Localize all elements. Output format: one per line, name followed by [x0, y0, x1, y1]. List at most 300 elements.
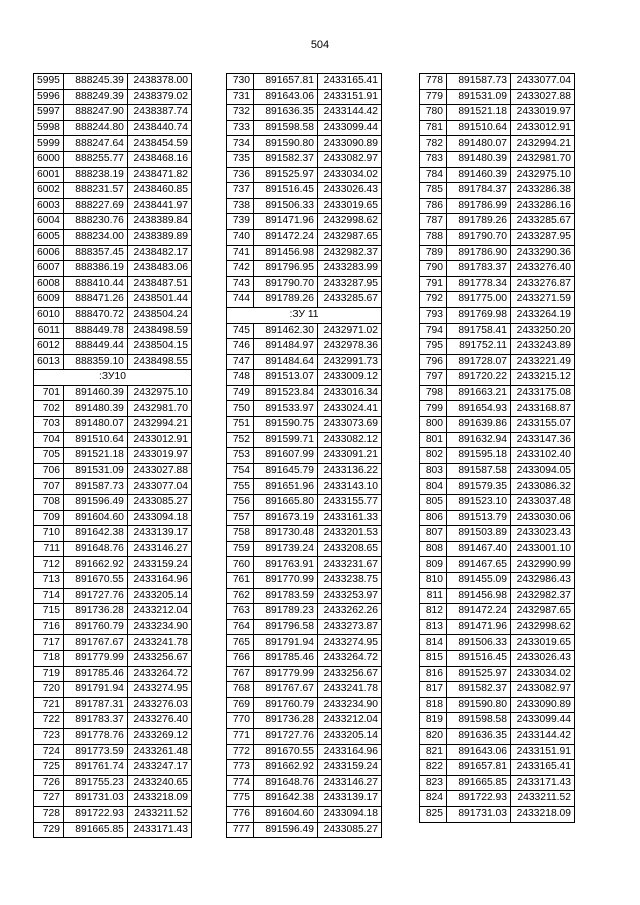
x-coordinate-cell: 891791.94	[254, 635, 318, 651]
point-number-cell: 713	[34, 573, 64, 589]
x-coordinate-cell: 891657.81	[447, 760, 511, 776]
x-coordinate-cell: 891471.96	[254, 214, 318, 230]
y-coordinate-cell: 2433094.18	[318, 806, 382, 822]
y-coordinate-cell: 2433009.12	[318, 370, 382, 386]
point-number-cell: 729	[34, 822, 64, 838]
y-coordinate-cell: 2432971.02	[318, 323, 382, 339]
y-coordinate-cell: 2433212.04	[127, 604, 191, 620]
table-row	[420, 183, 575, 199]
point-number-cell: 775	[227, 791, 254, 807]
y-coordinate-cell: 2433136.22	[318, 463, 382, 479]
y-coordinate-cell: 2438498.59	[127, 323, 191, 339]
table-row	[34, 463, 192, 479]
table-row	[34, 604, 192, 620]
point-number-cell: 769	[227, 697, 254, 713]
table-row	[227, 354, 382, 370]
table-row	[227, 245, 382, 261]
y-coordinate-cell: 2432986.43	[511, 573, 575, 589]
y-coordinate-cell: 2433146.27	[318, 775, 382, 791]
point-number-cell: 6001	[34, 167, 64, 183]
point-number-cell: 763	[227, 604, 254, 620]
table-row	[420, 604, 575, 620]
point-number-cell: 703	[34, 417, 64, 433]
point-number-cell: 726	[34, 775, 64, 791]
y-coordinate-cell: 2433211.52	[127, 806, 191, 822]
table-row	[420, 573, 575, 589]
point-number-cell: 771	[227, 728, 254, 744]
y-coordinate-cell: 2433073.69	[318, 417, 382, 433]
y-coordinate-cell: 2433276.40	[127, 713, 191, 729]
table-row	[227, 432, 382, 448]
point-number-cell: 812	[420, 604, 447, 620]
x-coordinate-cell: 891648.76	[63, 541, 127, 557]
point-number-cell: 707	[34, 479, 64, 495]
point-number-cell: 731	[227, 89, 254, 105]
x-coordinate-cell: 888255.77	[63, 151, 127, 167]
x-coordinate-cell: 891636.35	[447, 728, 511, 744]
x-coordinate-cell: 891506.33	[447, 635, 511, 651]
table-row	[227, 791, 382, 807]
table-row	[227, 323, 382, 339]
x-coordinate-cell: 891510.64	[63, 432, 127, 448]
point-number-cell: 6005	[34, 229, 64, 245]
x-coordinate-cell: 891722.93	[447, 791, 511, 807]
y-coordinate-cell: 2433205.14	[127, 588, 191, 604]
point-number-cell: 6006	[34, 245, 64, 261]
point-number-cell: 798	[420, 385, 447, 401]
table-row	[34, 744, 192, 760]
table-row	[420, 432, 575, 448]
point-number-cell: 730	[227, 74, 254, 90]
y-coordinate-cell: 2433171.43	[127, 822, 191, 838]
point-number-cell: 805	[420, 495, 447, 511]
table-row	[420, 354, 575, 370]
point-number-cell: 792	[420, 292, 447, 308]
table-row	[420, 619, 575, 635]
x-coordinate-cell: 891760.79	[254, 697, 318, 713]
x-coordinate-cell: 891786.90	[447, 245, 511, 261]
point-number-cell: 770	[227, 713, 254, 729]
x-coordinate-cell: 891531.09	[63, 463, 127, 479]
y-coordinate-cell: 2433286.16	[511, 198, 575, 214]
x-coordinate-cell: 891789.26	[254, 292, 318, 308]
y-coordinate-cell: 2433019.97	[127, 448, 191, 464]
point-number-cell: 732	[227, 105, 254, 121]
table-row	[34, 510, 192, 526]
x-coordinate-cell: 891785.46	[254, 650, 318, 666]
y-coordinate-cell: 2433215.12	[511, 370, 575, 386]
y-coordinate-cell: 2438504.15	[127, 339, 191, 355]
x-coordinate-cell: 891648.76	[254, 775, 318, 791]
point-number-cell: 752	[227, 432, 254, 448]
y-coordinate-cell: 2438387.74	[127, 105, 191, 121]
y-coordinate-cell: 2438389.84	[127, 214, 191, 230]
x-coordinate-cell: 891761.74	[63, 760, 127, 776]
x-coordinate-cell: 891645.79	[254, 463, 318, 479]
point-number-cell: 753	[227, 448, 254, 464]
table-row	[420, 214, 575, 230]
y-coordinate-cell: 2432998.62	[318, 214, 382, 230]
point-number-cell: 794	[420, 323, 447, 339]
x-coordinate-cell: 891521.18	[63, 448, 127, 464]
point-number-cell: 772	[227, 744, 254, 760]
x-coordinate-cell: 891665.85	[447, 775, 511, 791]
y-coordinate-cell: 2433250.20	[511, 323, 575, 339]
y-coordinate-cell: 2433234.90	[127, 619, 191, 635]
x-coordinate-cell: 891789.26	[447, 214, 511, 230]
x-coordinate-cell: 891579.35	[447, 479, 511, 495]
point-number-cell: 733	[227, 120, 254, 136]
table-row	[227, 479, 382, 495]
point-number-cell: 773	[227, 760, 254, 776]
table-row	[227, 89, 382, 105]
table-row	[227, 557, 382, 573]
table-row	[227, 339, 382, 355]
point-number-cell: 766	[227, 650, 254, 666]
table-row	[227, 806, 382, 822]
point-number-cell: 740	[227, 229, 254, 245]
point-number-cell: 790	[420, 261, 447, 277]
y-coordinate-cell: 2433144.42	[511, 728, 575, 744]
x-coordinate-cell: 891736.28	[63, 604, 127, 620]
x-coordinate-cell: 891480.39	[63, 401, 127, 417]
point-number-cell: 813	[420, 619, 447, 635]
x-coordinate-cell: 891673.19	[254, 510, 318, 526]
point-number-cell: 799	[420, 401, 447, 417]
y-coordinate-cell: 2433231.67	[318, 557, 382, 573]
coordinates-table-2	[226, 73, 382, 838]
x-coordinate-cell: 891590.75	[254, 417, 318, 433]
table-row	[227, 635, 382, 651]
point-number-cell: 760	[227, 557, 254, 573]
y-coordinate-cell: 2433094.05	[511, 463, 575, 479]
x-coordinate-cell: 891769.98	[447, 307, 511, 323]
table-row	[34, 120, 192, 136]
y-coordinate-cell: 2438389.89	[127, 229, 191, 245]
y-coordinate-cell: 2433264.72	[127, 666, 191, 682]
y-coordinate-cell: 2438440.74	[127, 120, 191, 136]
y-coordinate-cell: 2438498.55	[127, 354, 191, 370]
x-coordinate-cell: 891472.24	[447, 604, 511, 620]
x-coordinate-cell: 891525.97	[447, 666, 511, 682]
table-row	[420, 120, 575, 136]
y-coordinate-cell: 2433287.95	[318, 276, 382, 292]
table-row	[227, 822, 382, 838]
table-row	[227, 136, 382, 152]
table-row	[34, 760, 192, 776]
table-row	[34, 728, 192, 744]
point-number-cell: 708	[34, 495, 64, 511]
y-coordinate-cell: 2433165.41	[511, 760, 575, 776]
table-row	[420, 292, 575, 308]
point-number-cell: 821	[420, 744, 447, 760]
x-coordinate-cell: 891654.93	[447, 401, 511, 417]
y-coordinate-cell: 2438501.44	[127, 292, 191, 308]
point-number-cell: 783	[420, 151, 447, 167]
point-number-cell: 721	[34, 697, 64, 713]
point-number-cell: 744	[227, 292, 254, 308]
table-row	[227, 229, 382, 245]
x-coordinate-cell: 891783.37	[63, 713, 127, 729]
point-number-cell: 746	[227, 339, 254, 355]
x-coordinate-cell: 891739.24	[254, 541, 318, 557]
x-coordinate-cell: 888227.69	[63, 198, 127, 214]
y-coordinate-cell: 2438471.82	[127, 167, 191, 183]
y-coordinate-cell: 2438487.51	[127, 276, 191, 292]
y-coordinate-cell: 2433027.88	[511, 89, 575, 105]
point-number-cell: 739	[227, 214, 254, 230]
y-coordinate-cell: 2438468.16	[127, 151, 191, 167]
y-coordinate-cell: 2433102.40	[511, 448, 575, 464]
x-coordinate-cell: 888245.39	[63, 74, 127, 90]
point-number-cell: 789	[420, 245, 447, 261]
table-row	[420, 323, 575, 339]
y-coordinate-cell: 2433271.59	[511, 292, 575, 308]
y-coordinate-cell: 2438482.17	[127, 245, 191, 261]
x-coordinate-cell: 891531.09	[447, 89, 511, 105]
y-coordinate-cell: 2433241.78	[318, 682, 382, 698]
x-coordinate-cell: 891767.67	[254, 682, 318, 698]
table-row	[34, 105, 192, 121]
y-coordinate-cell: 2433159.24	[318, 760, 382, 776]
x-coordinate-cell: 891599.71	[254, 432, 318, 448]
table-row	[420, 385, 575, 401]
table-row	[34, 448, 192, 464]
point-number-cell: 6002	[34, 183, 64, 199]
table-row	[227, 105, 382, 121]
table-row	[227, 697, 382, 713]
y-coordinate-cell: 2433151.91	[511, 744, 575, 760]
table-row	[34, 276, 192, 292]
table-row	[227, 588, 382, 604]
table-row	[420, 198, 575, 214]
table-row	[420, 760, 575, 776]
table-row	[227, 74, 382, 90]
y-coordinate-cell: 2433243.89	[511, 339, 575, 355]
point-number-cell: 717	[34, 635, 64, 651]
x-coordinate-cell: 888449.78	[63, 323, 127, 339]
point-number-cell: 722	[34, 713, 64, 729]
point-number-cell: 742	[227, 261, 254, 277]
x-coordinate-cell: 891582.37	[254, 151, 318, 167]
x-coordinate-cell: 891662.92	[63, 557, 127, 573]
table-row	[34, 588, 192, 604]
y-coordinate-cell: 2433099.44	[511, 713, 575, 729]
point-number-cell: 818	[420, 697, 447, 713]
table-row	[34, 198, 192, 214]
table-row	[34, 479, 192, 495]
point-number-cell: 720	[34, 682, 64, 698]
x-coordinate-cell: 891596.49	[63, 495, 127, 511]
point-number-cell: 706	[34, 463, 64, 479]
point-number-cell: 811	[420, 588, 447, 604]
table-row	[34, 151, 192, 167]
x-coordinate-cell: 891467.65	[447, 557, 511, 573]
y-coordinate-cell: 2433208.65	[318, 541, 382, 557]
x-coordinate-cell: 891790.70	[447, 229, 511, 245]
table-row	[420, 74, 575, 90]
point-number-cell: 809	[420, 557, 447, 573]
x-coordinate-cell: 891604.60	[63, 510, 127, 526]
point-number-cell: 741	[227, 245, 254, 261]
x-coordinate-cell: 891665.85	[63, 822, 127, 838]
y-coordinate-cell: 2433256.67	[318, 666, 382, 682]
table-row	[420, 261, 575, 277]
table-row	[420, 370, 575, 386]
point-number-cell: 778	[420, 74, 447, 90]
point-number-cell: 762	[227, 588, 254, 604]
y-coordinate-cell: 2433030.06	[511, 510, 575, 526]
point-number-cell: 754	[227, 463, 254, 479]
table-row	[420, 105, 575, 121]
point-number-cell: 819	[420, 713, 447, 729]
table-row	[420, 526, 575, 542]
x-coordinate-cell: 891783.59	[254, 588, 318, 604]
y-coordinate-cell: 2432982.37	[511, 588, 575, 604]
section-label: :ЗУ 11	[227, 307, 382, 323]
table-row	[34, 806, 192, 822]
point-number-cell: 803	[420, 463, 447, 479]
table-row	[34, 261, 192, 277]
x-coordinate-cell: 891736.28	[254, 713, 318, 729]
y-coordinate-cell: 2432975.10	[511, 167, 575, 183]
point-number-cell: 723	[34, 728, 64, 744]
table-row	[34, 307, 192, 323]
table-row	[227, 682, 382, 698]
y-coordinate-cell: 2433026.43	[318, 183, 382, 199]
x-coordinate-cell: 891775.00	[447, 292, 511, 308]
point-number-cell: 747	[227, 354, 254, 370]
y-coordinate-cell: 2433034.02	[511, 666, 575, 682]
x-coordinate-cell: 891472.24	[254, 229, 318, 245]
table-row	[227, 650, 382, 666]
table-row	[34, 635, 192, 651]
point-number-cell: 782	[420, 136, 447, 152]
point-number-cell: 6013	[34, 354, 64, 370]
y-coordinate-cell: 2433256.67	[127, 650, 191, 666]
point-number-cell: 758	[227, 526, 254, 542]
table-row	[420, 417, 575, 433]
table-row	[420, 635, 575, 651]
x-coordinate-cell: 891598.58	[254, 120, 318, 136]
x-coordinate-cell: 888470.72	[63, 307, 127, 323]
table-row	[227, 760, 382, 776]
y-coordinate-cell: 2433027.88	[127, 463, 191, 479]
y-coordinate-cell: 2432994.21	[511, 136, 575, 152]
x-coordinate-cell: 891642.38	[63, 526, 127, 542]
point-number-cell: 816	[420, 666, 447, 682]
table-row	[420, 463, 575, 479]
point-number-cell: 6003	[34, 198, 64, 214]
point-number-cell: 6011	[34, 323, 64, 339]
point-number-cell: 804	[420, 479, 447, 495]
table-row	[34, 650, 192, 666]
x-coordinate-cell: 888231.57	[63, 183, 127, 199]
x-coordinate-cell: 891480.07	[447, 136, 511, 152]
point-number-cell: 751	[227, 417, 254, 433]
point-number-cell: 780	[420, 105, 447, 121]
x-coordinate-cell: 891523.10	[447, 495, 511, 511]
table-row	[227, 120, 382, 136]
table-row	[34, 666, 192, 682]
table-row	[34, 167, 192, 183]
x-coordinate-cell: 891752.11	[447, 339, 511, 355]
point-number-cell: 784	[420, 167, 447, 183]
x-coordinate-cell: 891663.21	[447, 385, 511, 401]
table-row	[420, 791, 575, 807]
table-row	[227, 744, 382, 760]
table-row	[227, 214, 382, 230]
table-row	[34, 682, 192, 698]
table-row	[420, 650, 575, 666]
y-coordinate-cell: 2438460.85	[127, 183, 191, 199]
y-coordinate-cell: 2433019.65	[318, 198, 382, 214]
table-row	[34, 74, 192, 90]
table-row	[227, 510, 382, 526]
point-number-cell: 6007	[34, 261, 64, 277]
x-coordinate-cell: 888410.44	[63, 276, 127, 292]
point-number-cell: 748	[227, 370, 254, 386]
point-number-cell: 5996	[34, 89, 64, 105]
x-coordinate-cell: 891456.98	[254, 245, 318, 261]
point-number-cell: 724	[34, 744, 64, 760]
table-row	[34, 214, 192, 230]
table-row	[34, 245, 192, 261]
x-coordinate-cell: 888234.00	[63, 229, 127, 245]
table-row	[227, 292, 382, 308]
point-number-cell: 797	[420, 370, 447, 386]
table-row	[34, 697, 192, 713]
y-coordinate-cell: 2433085.27	[318, 822, 382, 838]
point-number-cell: 822	[420, 760, 447, 776]
y-coordinate-cell: 2433274.95	[318, 635, 382, 651]
point-number-cell: 823	[420, 775, 447, 791]
y-coordinate-cell: 2433247.17	[127, 760, 191, 776]
point-number-cell: 738	[227, 198, 254, 214]
y-coordinate-cell: 2433086.32	[511, 479, 575, 495]
table-row	[420, 479, 575, 495]
point-number-cell: 807	[420, 526, 447, 542]
y-coordinate-cell: 2433164.96	[318, 744, 382, 760]
y-coordinate-cell: 2432987.65	[511, 604, 575, 620]
point-number-cell: 715	[34, 604, 64, 620]
point-number-cell: 800	[420, 417, 447, 433]
table-row	[227, 713, 382, 729]
point-number-cell: 709	[34, 510, 64, 526]
y-coordinate-cell: 2433205.14	[318, 728, 382, 744]
x-coordinate-cell: 891796.58	[254, 619, 318, 635]
point-number-cell: 801	[420, 432, 447, 448]
table-row	[420, 495, 575, 511]
y-coordinate-cell: 2438483.06	[127, 261, 191, 277]
table-row	[420, 89, 575, 105]
table-row	[420, 276, 575, 292]
y-coordinate-cell: 2433024.41	[318, 401, 382, 417]
table-row	[420, 666, 575, 682]
table-row	[420, 401, 575, 417]
point-number-cell: 718	[34, 650, 64, 666]
point-number-cell: 6009	[34, 292, 64, 308]
point-number-cell: 750	[227, 401, 254, 417]
table-row	[227, 401, 382, 417]
table-row	[420, 229, 575, 245]
y-coordinate-cell: 2433212.04	[318, 713, 382, 729]
y-coordinate-cell: 2433082.12	[318, 432, 382, 448]
y-coordinate-cell: 2433090.89	[511, 697, 575, 713]
x-coordinate-cell: 891731.03	[447, 806, 511, 822]
x-coordinate-cell: 891456.98	[447, 588, 511, 604]
x-coordinate-cell: 891787.31	[63, 697, 127, 713]
